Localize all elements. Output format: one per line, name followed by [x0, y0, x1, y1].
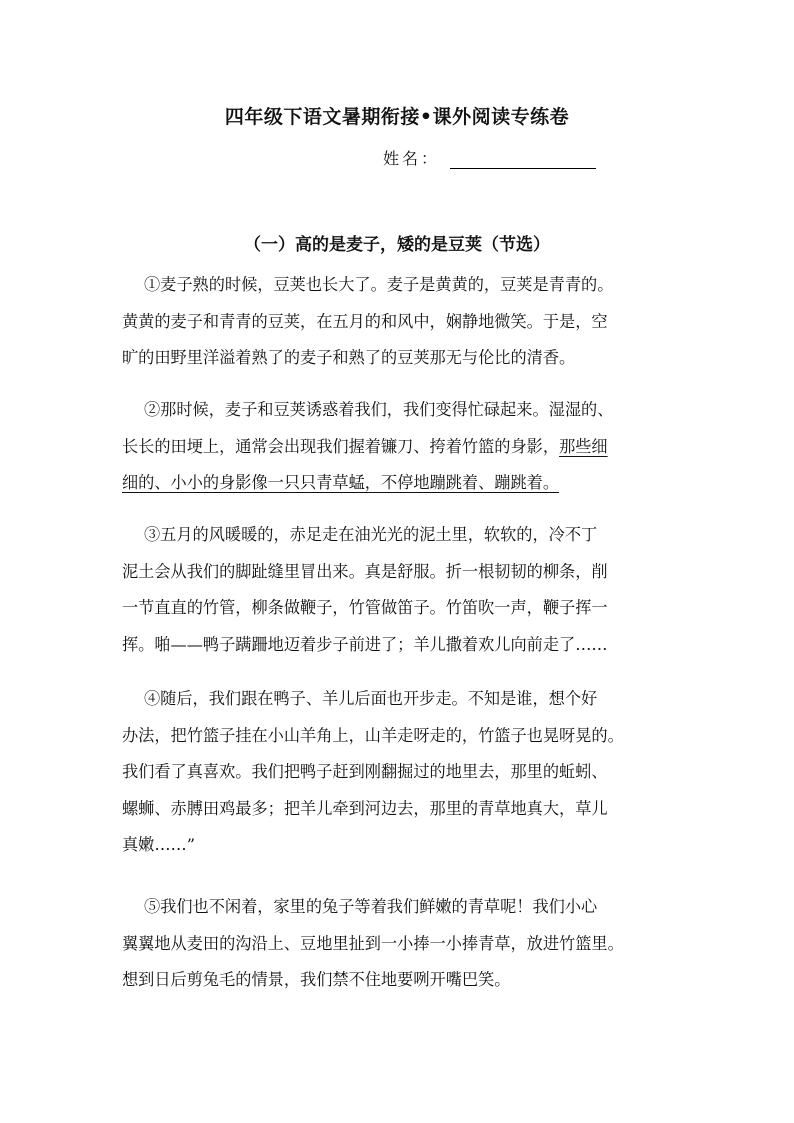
paragraph-3 [122, 517, 682, 663]
paragraph-line: 泥土会从我们的脚趾缝里冒出来。真是舒服。折一根韧韧的柳条，削 [122, 561, 608, 581]
paragraph-line: ④随后，我们跟在鸭子、羊儿后面也开步走。不知是谁，想个好 [144, 689, 598, 708]
paragraph-4 [122, 681, 682, 864]
page-title: 四年级下语文暑期衔接•课外阅读专练卷 [224, 106, 570, 128]
paragraph-line: 螺蛳、赤膊田鸡最多；把羊儿牵到河边去，那里的青草地真大，草儿 [122, 798, 608, 818]
paragraph-line [122, 429, 682, 466]
paragraph-line: ③五月的风暖暖的，赤足走在油光光的泥土里，软软的，冷不丁 [144, 525, 598, 544]
paragraph-line-text: 长长的田埂上，通常会出现我们握着镰刀、挎着竹篮的身影， [122, 436, 560, 456]
paragraph-line: 一节直直的竹管，柳条做鞭子，竹管做笛子。竹笛吹一声，鞭子挥一 [122, 598, 608, 617]
name-blank-line[interactable] [450, 150, 596, 169]
name-field [383, 146, 596, 169]
paragraph-line: ②那时候，麦子和豆荚诱惑着我们，我们变得忙碌起来。湿湿的、 [144, 400, 614, 419]
paragraph-line: 想到日后剪兔毛的情景，我们禁不住地要咧开嘴巴笑。 [122, 970, 511, 989]
paragraph-1 [122, 267, 682, 377]
underlined-line: 细的、小小的身影像一只只青草蜢，不停地蹦跳着、蹦跳着。 [122, 473, 560, 492]
paragraph-line: 旷的田野里洋溢着熟了的麦子和熟了的豆荚那无与伦比的清香。 [122, 348, 576, 367]
name-label: 姓名： [383, 149, 441, 168]
paragraph-5 [122, 889, 682, 999]
paragraph-line: 挥。啪——鸭子蹒跚地迈着步子前进了；羊儿撒着欢儿向前走了…… [122, 634, 608, 654]
underlined-phrase: 那些细 [559, 436, 608, 456]
section-title: （一）高的是麦子，矮的是豆荚（节选） [244, 235, 550, 255]
paragraph-line: 办法，把竹篮子挂在小山羊角上，山羊走呀走的，竹篮子也晃呀晃的。 [122, 725, 624, 745]
paragraph-2 [122, 392, 682, 502]
paragraph-line: 真嫩……” [122, 835, 196, 854]
paragraph-line: 我们看了真喜欢。我们把鸭子赶到刚翻掘过的地里去，那里的蚯蚓、 [122, 762, 608, 781]
paragraph-line: 黄黄的麦子和青青的豆荚，在五月的和风中，娴静地微笑。于是，空 [122, 311, 608, 331]
paragraph-line: ⑤我们也不闲着，家里的兔子等着我们鲜嫩的青草呢！我们小心 [144, 897, 598, 916]
paragraph-line: 翼翼地从麦田的沟沿上、豆地里扯到一小捧一小捧青草，放进竹篮里。 [122, 933, 624, 953]
paragraph-line: ①麦子熟的时候，豆荚也长大了。麦子是黄黄的，豆荚是青青的。 [144, 275, 614, 294]
